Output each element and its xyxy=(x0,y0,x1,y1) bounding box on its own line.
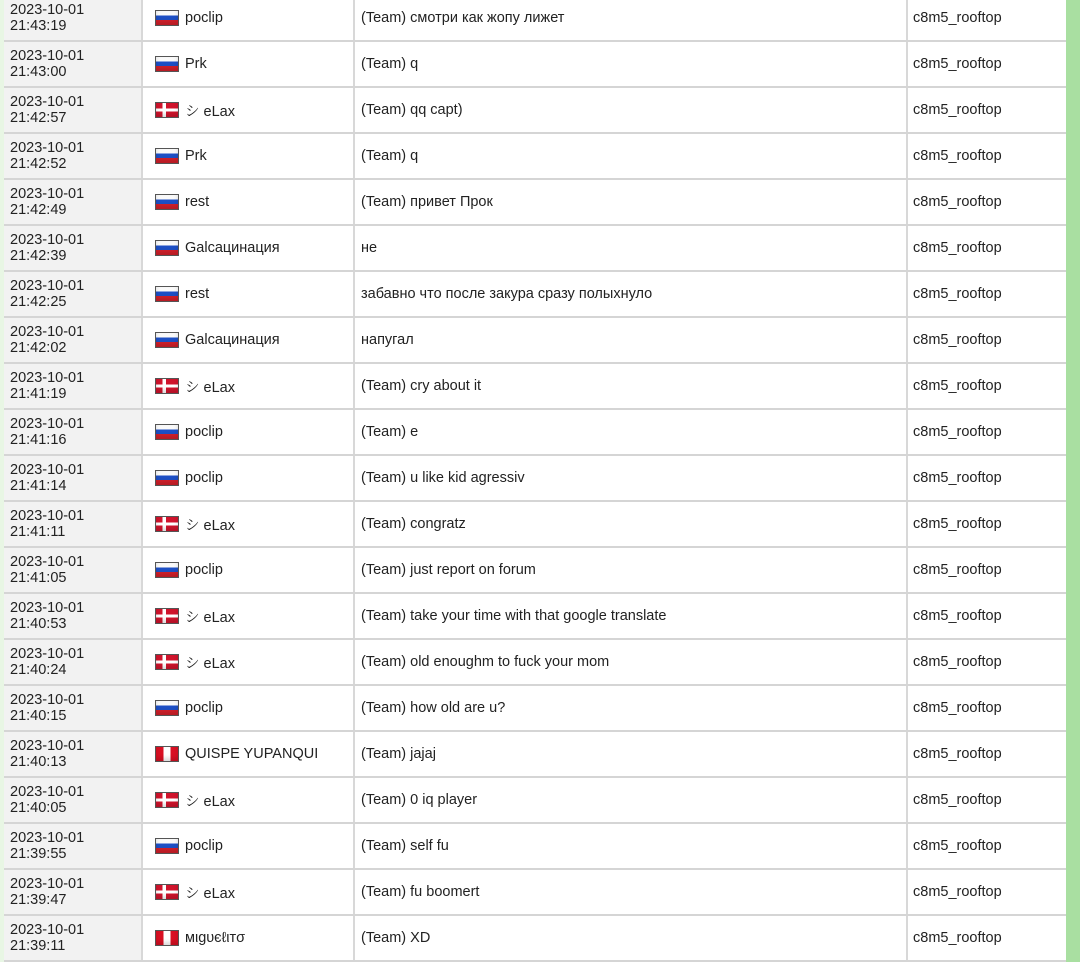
map-name: c8m5_rooftop xyxy=(913,240,1002,256)
timestamp-cell xyxy=(4,180,143,224)
map-name: c8m5_rooftop xyxy=(913,746,1002,762)
chat-row xyxy=(4,548,1066,594)
message-cell xyxy=(355,88,908,132)
message-cell xyxy=(355,226,908,270)
message-time: 21:42:57 xyxy=(10,110,67,126)
map-name: c8m5_rooftop xyxy=(913,10,1002,26)
map-cell xyxy=(908,640,1066,684)
timestamp-cell xyxy=(4,88,143,132)
message-time: 21:41:16 xyxy=(10,432,67,448)
chat-row xyxy=(4,640,1066,686)
timestamp-cell xyxy=(4,732,143,776)
chat-row xyxy=(4,272,1066,318)
message-cell xyxy=(355,318,908,362)
message-time: 21:42:25 xyxy=(10,294,67,310)
map-cell xyxy=(908,42,1066,86)
map-name: c8m5_rooftop xyxy=(913,148,1002,164)
message-date: 2023-10-01 xyxy=(10,645,85,662)
chat-row xyxy=(4,594,1066,640)
player-name-link[interactable]: poclip xyxy=(185,562,223,578)
player-name-link[interactable]: Galcацинация xyxy=(185,240,280,256)
country-flag-icon xyxy=(155,654,179,670)
message-date: 2023-10-01 xyxy=(10,461,85,478)
message-cell xyxy=(355,180,908,224)
map-cell xyxy=(908,502,1066,546)
chat-row xyxy=(4,134,1066,180)
message-time: 21:41:14 xyxy=(10,478,67,494)
message-date: 2023-10-01 xyxy=(10,139,85,156)
country-flag-icon xyxy=(155,286,179,302)
message-date: 2023-10-01 xyxy=(10,1,85,18)
map-cell xyxy=(908,364,1066,408)
message-time: 21:40:05 xyxy=(10,800,67,816)
message-cell xyxy=(355,502,908,546)
message-time: 21:40:53 xyxy=(10,616,67,632)
message-date: 2023-10-01 xyxy=(10,599,85,616)
message-cell xyxy=(355,916,908,960)
message-date: 2023-10-01 xyxy=(10,93,85,110)
map-name: c8m5_rooftop xyxy=(913,516,1002,532)
message-time: 21:42:02 xyxy=(10,340,67,356)
message-cell xyxy=(355,42,908,86)
message-date: 2023-10-01 xyxy=(10,507,85,524)
country-flag-icon xyxy=(155,332,179,348)
map-name: c8m5_rooftop xyxy=(913,654,1002,670)
map-cell xyxy=(908,272,1066,316)
country-flag-icon xyxy=(155,378,179,394)
message-time: 21:39:47 xyxy=(10,892,67,908)
message-cell xyxy=(355,548,908,592)
map-cell xyxy=(908,88,1066,132)
player-name-link[interactable]: rest xyxy=(185,194,210,210)
player-cell xyxy=(143,594,355,638)
country-flag-icon xyxy=(155,930,179,946)
map-name: c8m5_rooftop xyxy=(913,562,1002,578)
country-flag-icon xyxy=(155,746,179,762)
message-time: 21:42:39 xyxy=(10,248,67,264)
message-time: 21:40:24 xyxy=(10,662,67,678)
player-name-link[interactable]: poclip xyxy=(185,424,223,440)
message-cell xyxy=(355,824,908,868)
country-flag-icon xyxy=(155,700,179,716)
message-cell xyxy=(355,640,908,684)
message-date: 2023-10-01 xyxy=(10,783,85,800)
map-cell xyxy=(908,916,1066,960)
country-flag-icon xyxy=(155,562,179,578)
chat-row xyxy=(4,732,1066,778)
map-cell xyxy=(908,180,1066,224)
map-cell xyxy=(908,778,1066,822)
map-cell xyxy=(908,548,1066,592)
chat-message: (Team) jajaj xyxy=(361,746,436,762)
timestamp-cell xyxy=(4,134,143,178)
message-date: 2023-10-01 xyxy=(10,875,85,892)
map-name: c8m5_rooftop xyxy=(913,424,1002,440)
map-cell xyxy=(908,0,1066,40)
chat-message: (Team) just report on forum xyxy=(361,562,536,578)
player-cell xyxy=(143,548,355,592)
message-cell xyxy=(355,364,908,408)
player-name-link[interactable]: poclip xyxy=(185,700,223,716)
player-cell xyxy=(143,456,355,500)
chat-row xyxy=(4,226,1066,272)
country-flag-icon xyxy=(155,56,179,72)
map-name: c8m5_rooftop xyxy=(913,332,1002,348)
map-name: c8m5_rooftop xyxy=(913,884,1002,900)
timestamp-cell xyxy=(4,594,143,638)
map-cell xyxy=(908,226,1066,270)
message-time: 21:42:49 xyxy=(10,202,67,218)
chat-row xyxy=(4,180,1066,226)
chat-message: (Team) 0 iq player xyxy=(361,792,478,808)
message-date: 2023-10-01 xyxy=(10,691,85,708)
message-date: 2023-10-01 xyxy=(10,369,85,386)
player-cell xyxy=(143,180,355,224)
player-cell xyxy=(143,778,355,822)
chat-row xyxy=(4,318,1066,364)
message-cell xyxy=(355,686,908,730)
chat-row xyxy=(4,824,1066,870)
map-cell xyxy=(908,410,1066,454)
timestamp-cell xyxy=(4,42,143,86)
map-cell xyxy=(908,824,1066,868)
message-time: 21:39:55 xyxy=(10,846,67,862)
message-date: 2023-10-01 xyxy=(10,829,85,846)
message-cell xyxy=(355,870,908,914)
map-cell xyxy=(908,870,1066,914)
timestamp-cell xyxy=(4,640,143,684)
chat-message: (Team) e xyxy=(361,424,419,440)
message-time: 21:40:13 xyxy=(10,754,67,770)
chat-message: (Team) old enoughm to fuck your mom xyxy=(361,654,610,670)
chat-row xyxy=(4,502,1066,548)
message-time: 21:42:52 xyxy=(10,156,67,172)
map-name: c8m5_rooftop xyxy=(913,792,1002,808)
message-cell xyxy=(355,134,908,178)
country-flag-icon xyxy=(155,240,179,256)
player-cell xyxy=(143,824,355,868)
map-name: c8m5_rooftop xyxy=(913,286,1002,302)
message-time: 21:43:19 xyxy=(10,18,67,34)
timestamp-cell xyxy=(4,318,143,362)
player-name-link[interactable]: シ eLax xyxy=(185,379,235,396)
player-cell xyxy=(143,88,355,132)
map-cell xyxy=(908,134,1066,178)
message-date: 2023-10-01 xyxy=(10,415,85,432)
map-cell xyxy=(908,318,1066,362)
chat-message: (Team) XD xyxy=(361,930,431,946)
player-cell xyxy=(143,272,355,316)
player-name-link[interactable]: シ eLax xyxy=(185,609,235,626)
message-time: 21:43:00 xyxy=(10,64,67,80)
chat-row xyxy=(4,456,1066,502)
player-cell xyxy=(143,410,355,454)
map-name: c8m5_rooftop xyxy=(913,608,1002,624)
map-name: c8m5_rooftop xyxy=(913,470,1002,486)
player-cell xyxy=(143,42,355,86)
message-cell xyxy=(355,0,908,40)
map-name: c8m5_rooftop xyxy=(913,194,1002,210)
player-name-link[interactable]: rest xyxy=(185,286,210,302)
player-cell xyxy=(143,318,355,362)
country-flag-icon xyxy=(155,470,179,486)
chat-row xyxy=(4,916,1066,962)
country-flag-icon xyxy=(155,148,179,164)
map-cell xyxy=(908,456,1066,500)
chat-message: (Team) take your time with that google translate xyxy=(361,608,667,624)
message-time: 21:41:05 xyxy=(10,570,67,586)
map-name: c8m5_rooftop xyxy=(913,378,1002,394)
player-name-link[interactable]: シ eLax xyxy=(185,103,235,120)
message-date: 2023-10-01 xyxy=(10,323,85,340)
chat-message: (Team) q xyxy=(361,56,419,72)
player-name-link[interactable]: シ eLax xyxy=(185,793,235,810)
country-flag-icon xyxy=(155,884,179,900)
country-flag-icon xyxy=(155,838,179,854)
timestamp-cell xyxy=(4,226,143,270)
player-name-link[interactable]: poclip xyxy=(185,10,223,26)
player-name-link[interactable]: Prk xyxy=(185,148,207,164)
chat-row xyxy=(4,88,1066,134)
country-flag-icon xyxy=(155,194,179,210)
chat-message: (Team) u like kid agressiv xyxy=(361,470,525,486)
message-cell xyxy=(355,594,908,638)
country-flag-icon xyxy=(155,102,179,118)
chat-row xyxy=(4,410,1066,456)
message-cell xyxy=(355,410,908,454)
message-date: 2023-10-01 xyxy=(10,185,85,202)
message-date: 2023-10-01 xyxy=(10,921,85,938)
chat-message: (Team) how old are u? xyxy=(361,700,506,716)
player-name-link[interactable]: シ eLax xyxy=(185,655,235,672)
player-cell xyxy=(143,134,355,178)
timestamp-cell xyxy=(4,502,143,546)
player-name-link[interactable]: Galcацинация xyxy=(185,332,280,348)
country-flag-icon xyxy=(155,10,179,26)
map-name: c8m5_rooftop xyxy=(913,700,1002,716)
chat-message: (Team) congratz xyxy=(361,516,466,532)
player-name-link[interactable]: QUISPE YUPANQUI xyxy=(185,746,319,762)
message-time: 21:41:11 xyxy=(10,524,66,540)
player-cell xyxy=(143,916,355,960)
chat-row xyxy=(4,42,1066,88)
timestamp-cell xyxy=(4,0,143,40)
map-cell xyxy=(908,594,1066,638)
chat-message: (Team) смотри как жопу лижет xyxy=(361,10,565,26)
chat-row xyxy=(4,364,1066,410)
message-cell xyxy=(355,778,908,822)
message-date: 2023-10-01 xyxy=(10,737,85,754)
message-time: 21:40:15 xyxy=(10,708,67,724)
chat-message: (Team) qq capt) xyxy=(361,102,463,118)
chat-message: (Team) cry about it xyxy=(361,378,482,394)
player-name-link[interactable]: シ eLax xyxy=(185,517,235,534)
chat-row xyxy=(4,778,1066,824)
timestamp-cell xyxy=(4,456,143,500)
timestamp-cell xyxy=(4,686,143,730)
chat-message: напугал xyxy=(361,332,414,348)
timestamp-cell xyxy=(4,548,143,592)
map-name: c8m5_rooftop xyxy=(913,930,1002,946)
map-cell xyxy=(908,686,1066,730)
message-cell xyxy=(355,272,908,316)
chat-message: (Team) привет Прок xyxy=(361,194,493,210)
country-flag-icon xyxy=(155,516,179,532)
player-name-link[interactable]: мιgυєℓιтσ xyxy=(185,930,246,946)
player-cell xyxy=(143,0,355,40)
message-date: 2023-10-01 xyxy=(10,231,85,248)
player-cell xyxy=(143,640,355,684)
player-cell xyxy=(143,686,355,730)
timestamp-cell xyxy=(4,870,143,914)
message-cell xyxy=(355,456,908,500)
message-date: 2023-10-01 xyxy=(10,47,85,64)
message-cell xyxy=(355,732,908,776)
message-time: 21:39:11 xyxy=(10,938,66,954)
chat-message: забавно что после закура сразу полыхнуло xyxy=(361,286,653,302)
country-flag-icon xyxy=(155,608,179,624)
timestamp-cell xyxy=(4,824,143,868)
chat-message: (Team) self fu xyxy=(361,838,449,854)
timestamp-cell xyxy=(4,410,143,454)
player-name-link[interactable]: シ eLax xyxy=(185,885,235,902)
map-cell xyxy=(908,732,1066,776)
chat-row xyxy=(4,686,1066,732)
player-name-link[interactable]: poclip xyxy=(185,470,223,486)
message-date: 2023-10-01 xyxy=(10,553,85,570)
player-cell xyxy=(143,364,355,408)
player-cell xyxy=(143,732,355,776)
timestamp-cell xyxy=(4,364,143,408)
map-name: c8m5_rooftop xyxy=(913,56,1002,72)
map-name: c8m5_rooftop xyxy=(913,102,1002,118)
timestamp-cell xyxy=(4,272,143,316)
player-cell xyxy=(143,870,355,914)
timestamp-cell xyxy=(4,916,143,960)
message-time: 21:41:19 xyxy=(10,386,67,402)
map-name: c8m5_rooftop xyxy=(913,838,1002,854)
chat-row xyxy=(4,870,1066,916)
player-name-link[interactable]: poclip xyxy=(185,838,223,854)
chat-row xyxy=(4,0,1066,42)
message-date: 2023-10-01 xyxy=(10,277,85,294)
player-cell xyxy=(143,226,355,270)
player-name-link[interactable]: Prk xyxy=(185,56,207,72)
chat-message: не xyxy=(361,240,378,256)
country-flag-icon xyxy=(155,792,179,808)
player-cell xyxy=(143,502,355,546)
chat-message: (Team) q xyxy=(361,148,419,164)
timestamp-cell xyxy=(4,778,143,822)
country-flag-icon xyxy=(155,424,179,440)
chat-message: (Team) fu boomert xyxy=(361,884,480,900)
